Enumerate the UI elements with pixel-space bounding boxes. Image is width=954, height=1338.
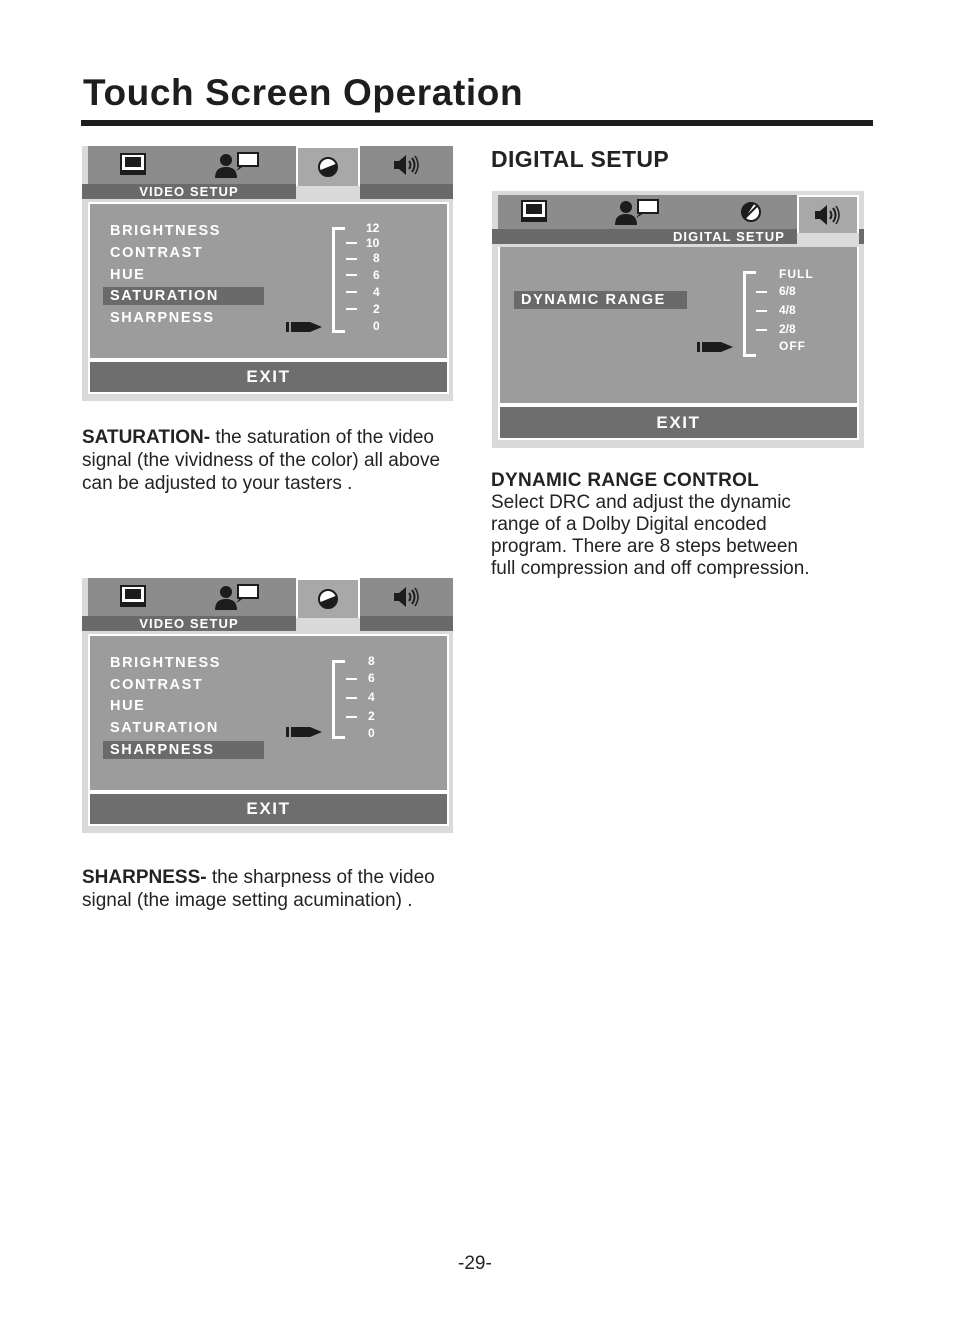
tab-strip-label: DIGITAL SETUP <box>492 229 797 244</box>
level-scale-value: 10 <box>366 236 380 250</box>
tab-person[interactable] <box>570 195 704 229</box>
level-scale-tick <box>756 329 767 331</box>
level-scale-value: 2/8 <box>779 322 796 336</box>
level-pointer-arrow <box>286 725 324 743</box>
menu-item-brightness[interactable]: BRIGHTNESS <box>110 223 222 239</box>
level-scale-value: 8 <box>373 251 380 265</box>
person-speech-icon <box>212 152 262 178</box>
exit-button[interactable]: EXIT <box>88 360 449 394</box>
tab-strip-label: VIDEO SETUP <box>82 184 296 199</box>
level-scale-tick <box>346 308 357 310</box>
level-scale-value: 4/8 <box>779 303 796 317</box>
description-line: full compression and off compression. <box>491 558 810 579</box>
level-scale-value: 0 <box>373 319 380 333</box>
level-scale-value: 4 <box>373 285 380 299</box>
level-scale-value: OFF <box>779 339 806 353</box>
level-scale-value: 6 <box>373 268 380 282</box>
level-scale-value: 6/8 <box>779 284 796 298</box>
description-line: Select DRC and adjust the dynamic <box>491 492 791 513</box>
tab-picture[interactable] <box>704 195 797 229</box>
picture-icon <box>740 201 762 223</box>
person-speech-icon <box>612 199 662 225</box>
level-scale-tick <box>346 242 357 244</box>
level-scale-value: 0 <box>368 726 375 740</box>
menu-item-saturation[interactable]: SATURATION <box>103 287 264 305</box>
tab-strip-label: VIDEO SETUP <box>82 616 296 631</box>
monitor-icon <box>118 153 148 177</box>
tab-speaker[interactable] <box>797 195 859 233</box>
level-scale-value: FULL <box>779 267 814 281</box>
level-scale-value: 2 <box>368 709 375 723</box>
tab-monitor[interactable] <box>498 195 570 229</box>
speaker-icon <box>393 586 421 608</box>
level-scale-tick <box>756 310 767 312</box>
picture-icon <box>317 156 339 178</box>
saturation-term: SATURATION- <box>82 427 211 448</box>
digital-setup-panel <box>492 191 864 448</box>
menu-body <box>88 634 449 792</box>
level-scale-value: 8 <box>368 654 375 668</box>
speaker-icon <box>814 204 842 226</box>
level-scale-tick <box>346 697 357 699</box>
menu-item-sharpness[interactable]: SHARPNESS <box>103 741 264 759</box>
sharpness-desc: the sharpness of the video signal (the image setting acumination) . <box>82 867 435 911</box>
tab-strip-right <box>360 184 453 199</box>
menu-item-sharpness[interactable]: SHARPNESS <box>110 310 215 326</box>
level-scale-value: 4 <box>368 690 375 704</box>
menu-item-hue[interactable]: HUE <box>110 698 146 714</box>
tab-picture[interactable] <box>296 578 360 618</box>
level-scale-tick <box>346 678 357 680</box>
picture-icon <box>317 588 339 610</box>
digital-setup-heading: DIGITAL SETUP <box>491 146 670 172</box>
person-speech-icon <box>212 584 262 610</box>
sharpness-description <box>82 866 482 912</box>
menu-item-hue[interactable]: HUE <box>110 267 146 283</box>
description-line: range of a Dolby Digital encoded <box>491 514 767 535</box>
title-rule <box>81 120 873 126</box>
level-scale-tick <box>346 258 357 260</box>
level-scale-tick <box>346 716 357 718</box>
dynamic-range-control-heading: DYNAMIC RANGE CONTROL <box>491 470 760 491</box>
sharpness-term: SHARPNESS- <box>82 867 207 888</box>
level-scale-tick <box>346 291 357 293</box>
level-scale-value: 12 <box>366 221 380 235</box>
saturation-description <box>82 426 462 495</box>
page-title: Touch Screen Operation <box>83 72 524 113</box>
tab-speaker[interactable] <box>360 146 453 184</box>
level-scale-value: 2 <box>373 302 380 316</box>
level-scale-tick <box>346 274 357 276</box>
menu-body <box>498 247 859 405</box>
tab-person[interactable] <box>178 578 296 616</box>
tab-picture[interactable] <box>296 146 360 186</box>
monitor-icon <box>519 200 549 224</box>
speaker-icon <box>393 154 421 176</box>
tab-person[interactable] <box>178 146 296 184</box>
description-line: program. There are 8 steps between <box>491 536 798 557</box>
tab-strip-right <box>859 229 864 244</box>
tab-strip-right <box>360 616 453 631</box>
video-setup-panel-sharpness <box>82 578 453 833</box>
menu-item-contrast[interactable]: CONTRAST <box>110 245 204 261</box>
level-scale-tick <box>756 291 767 293</box>
tab-speaker[interactable] <box>360 578 453 616</box>
menu-item-dynamic-range[interactable]: DYNAMIC RANGE <box>514 291 687 309</box>
level-pointer-arrow <box>286 320 324 338</box>
saturation-desc: the saturation of the video signal (the vividness of the color) all above can be adjusted to your tasters . <box>82 427 441 494</box>
video-setup-panel-saturation <box>82 146 453 401</box>
tab-monitor[interactable] <box>88 578 178 616</box>
monitor-icon <box>118 585 148 609</box>
menu-item-brightness[interactable]: BRIGHTNESS <box>110 655 222 671</box>
level-scale-bracket <box>332 660 345 739</box>
level-scale-bracket <box>743 271 756 357</box>
level-scale-bracket <box>332 227 345 333</box>
tab-monitor[interactable] <box>88 146 178 184</box>
exit-button[interactable]: EXIT <box>88 792 449 826</box>
level-scale-value: 6 <box>368 671 375 685</box>
menu-body <box>88 202 449 360</box>
menu-item-contrast[interactable]: CONTRAST <box>110 677 204 693</box>
page-number: -29- <box>458 1253 492 1274</box>
exit-button[interactable]: EXIT <box>498 405 859 440</box>
dynamic-range-description <box>491 492 871 580</box>
level-pointer-arrow <box>697 340 735 358</box>
menu-item-saturation[interactable]: SATURATION <box>110 720 219 736</box>
